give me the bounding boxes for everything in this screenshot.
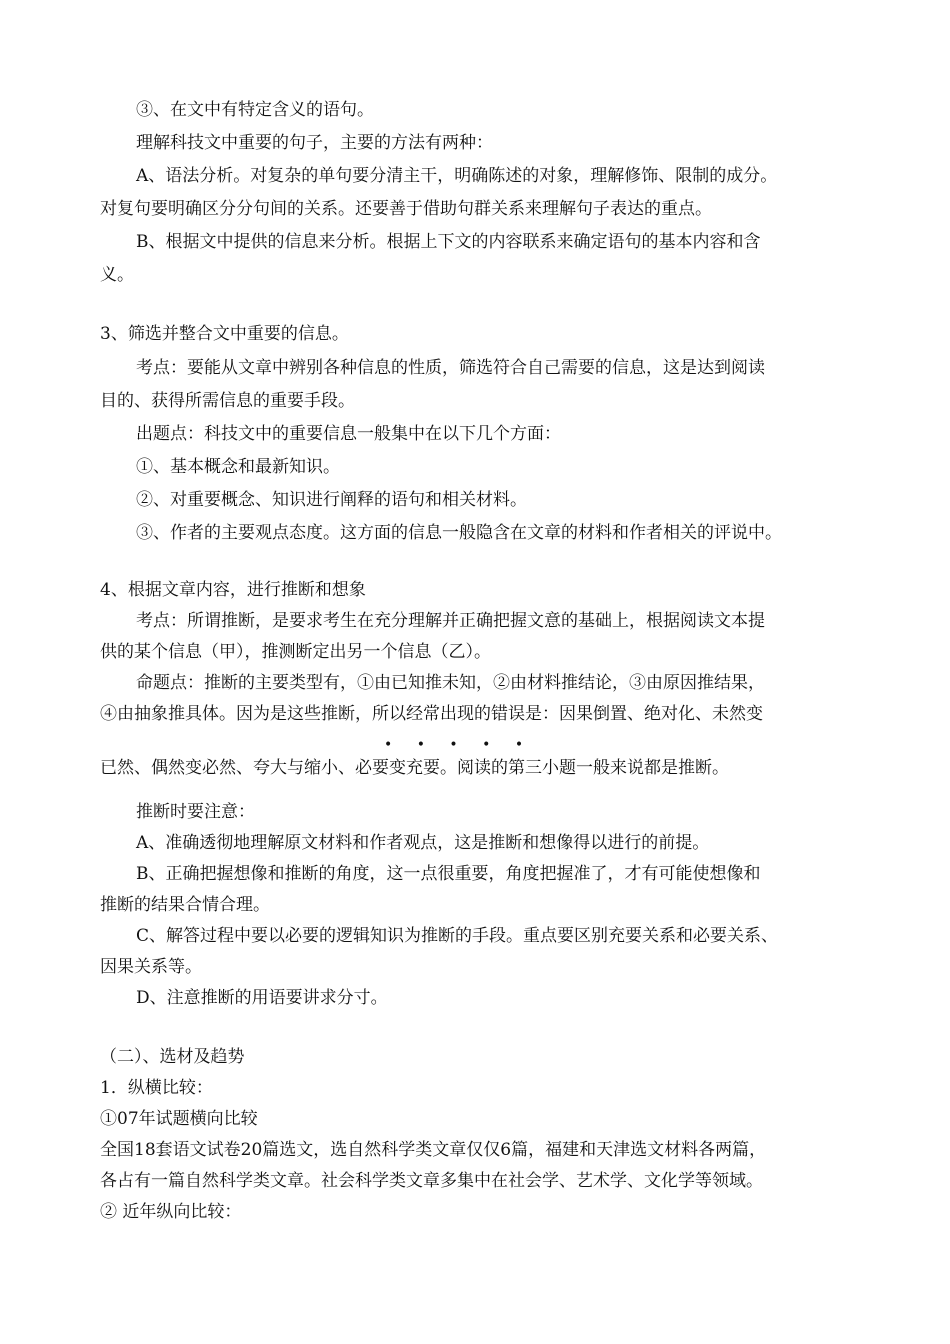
text-line: 1．纵横比较：	[100, 1078, 213, 1098]
text-line: ④由抽象推具体。因为是这些推断，所以经常出现的错误是：因果倒置、绝对化、未然变	[100, 704, 763, 724]
text-line: 考点：所谓推断，是要求考生在充分理解并正确把握文意的基础上，根据阅读文本提	[136, 611, 765, 631]
text-line: B、正确把握想像和推断的角度，这一点很重要，角度把握准了，才有可能使想像和	[136, 864, 761, 884]
text-line: 推断的结果合情合理。	[100, 895, 270, 915]
text-line: ② 近年纵向比较：	[100, 1202, 242, 1222]
text-line: ③、作者的主要观点态度。这方面的信息一般隐含在文章的材料和作者相关的评说中。	[136, 523, 782, 543]
text-line: 考点：要能从文章中辨别各种信息的性质，筛选符合自己需要的信息，这是达到阅读	[136, 358, 765, 378]
text-line: D、注意推断的用语要讲求分寸。	[136, 988, 388, 1008]
text-line: ①、基本概念和最新知识。	[136, 457, 340, 477]
emphasis-dots: • • • • •	[384, 737, 534, 753]
text-line: C、解答过程中要以必要的逻辑知识为推断的手段。重点要区别充要关系和必要关系、	[136, 926, 779, 946]
text-line: 推断时要注意：	[136, 802, 255, 822]
section-heading: 4、根据文章内容，进行推断和想象	[100, 580, 366, 600]
text-line: 命题点：推断的主要类型有，①由已知推未知，②由材料推结论，③由原因推结果，	[136, 673, 765, 693]
text-line: 出题点：科技文中的重要信息一般集中在以下几个方面：	[136, 424, 561, 444]
section-heading: （二）、选材及趋势	[100, 1047, 245, 1067]
section-heading: 3、筛选并整合文中重要的信息。	[100, 324, 349, 344]
text-line: ①07年试题横向比较	[100, 1109, 258, 1129]
text-line: ②、对重要概念、知识进行阐释的语句和相关材料。	[136, 490, 527, 510]
text-line: 已然、偶然变必然、夸大与缩小、必要变充要。阅读的第三小题一般来说都是推断。	[100, 758, 729, 778]
text-line: 义。	[100, 265, 134, 285]
text-line: ③、在文中有特定含义的语句。	[136, 100, 374, 120]
text-line: 理解科技文中重要的句子，主要的方法有两种：	[136, 133, 493, 153]
text-line: 对复句要明确区分分句间的关系。还要善于借助句群关系来理解句子表达的重点。	[100, 199, 712, 219]
text-line: 全国18套语文试卷20篇选文，选自然科学类文章仅仅6篇，福建和天津选文材料各两篇，	[100, 1140, 767, 1160]
text-line: 因果关系等。	[100, 957, 202, 977]
text-line: A、语法分析。对复杂的单句要分清主干，明确陈述的对象，理解修饰、限制的成分。	[136, 166, 778, 186]
text-line: B、根据文中提供的信息来分析。根据上下文的内容联系来确定语句的基本内容和含	[136, 232, 761, 252]
text-line: 供的某个信息（甲），推测断定出另一个信息（乙）。	[100, 642, 491, 662]
text-line: A、准确透彻地理解原文材料和作者观点，这是推断和想像得以进行的前提。	[136, 833, 710, 853]
text-line: 各占有一篇自然科学类文章。社会科学类文章多集中在社会学、艺术学、文化学等领域。	[100, 1171, 763, 1191]
text-line: 目的、获得所需信息的重要手段。	[100, 391, 355, 411]
